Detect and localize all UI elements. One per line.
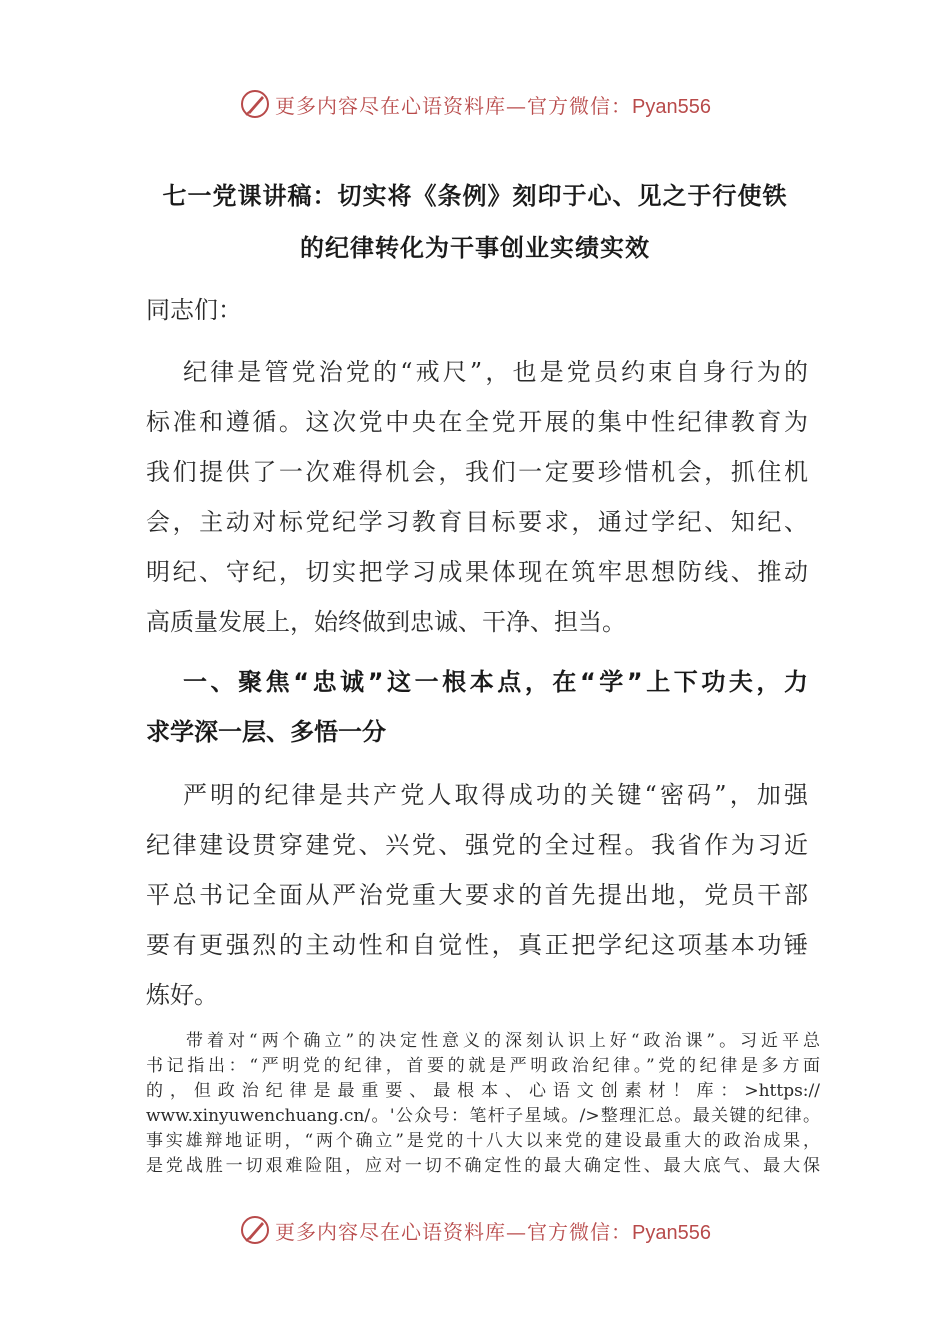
quill-logo-icon xyxy=(239,88,271,120)
paragraph-1-line: 我们提供了一次难得机会，我们一定要珍惜机会，抓住机 xyxy=(146,458,808,486)
paragraph-1-line: 标准和遵循。这次党中央在全党开展的集中性纪律教育为 xyxy=(146,408,808,436)
paragraph-3-line: 事实雄辩地证明，“两个确立”是党的十八大以来党的建设最重大的政治成果， xyxy=(146,1131,820,1151)
paragraph-1-line: 明纪、守纪，切实把学习成果体现在筑牢思想防线、推动 xyxy=(146,558,808,586)
header-banner xyxy=(0,82,950,126)
paragraph-1-line: 高质量发展上，始终做到忠诚、干净、担当。 xyxy=(146,608,626,636)
banner-label: 更多内容尽在心语资料库—官方微信：Pyan556 xyxy=(275,93,711,118)
paragraph-3-line: www.xinyuwenchuang.cn/。'公众号：笔杆子星域。/>整理汇总。最关键的纪律。 xyxy=(146,1106,820,1126)
paragraph-2-line: 平总书记全面从严治党重大要求的首先提出地，党员干部 xyxy=(146,881,808,909)
section-heading-1-line: 求学深一层、多悟一分 xyxy=(146,718,386,746)
paragraph-1-line: 纪律是管党治党的“戒尺”，也是党员约束自身行为的 xyxy=(183,358,808,386)
paragraph-2-line: 纪律建设贯穿建党、兴党、强党的全过程。我省作为习近 xyxy=(146,831,808,859)
paragraph-2-line: 要有更强烈的主动性和自觉性，真正把学纪这项基本功锤 xyxy=(146,931,808,959)
paragraph-3-line: 书记指出：“严明党的纪律，首要的就是严明政治纪律。”党的纪律是多方面 xyxy=(146,1056,820,1076)
document-title-line-2: 的纪律转化为干事创业实绩实效 xyxy=(300,234,650,262)
paragraph-3-line: 是党战胜一切艰难险阻，应对一切不确定性的最大确定性、最大底气、最大保 xyxy=(146,1156,820,1176)
paragraph-3-line: 的，但政治纪律是最重要、最根本、心语文创素材！库：>https:// xyxy=(146,1081,820,1101)
wechat-handle: Pyan556 xyxy=(632,95,711,118)
wechat-handle: Pyan556 xyxy=(632,1221,711,1244)
section-heading-1-line: 一、聚焦“忠诚”这一根本点，在“学”上下功夫，力 xyxy=(183,668,808,696)
document-title-line-1: 七一党课讲稿：切实将《条例》刻印于心、见之于行使铁 xyxy=(162,182,788,210)
paragraph-3-line: 带着对“两个确立”的决定性意义的深刻认识上好“政治课”。习近平总 xyxy=(186,1031,820,1051)
footer-banner xyxy=(0,1208,950,1252)
banner-label: 更多内容尽在心语资料库—官方微信：Pyan556 xyxy=(275,1219,711,1244)
paragraph-2-line: 严明的纪律是共产党人取得成功的关键“密码”，加强 xyxy=(183,781,808,809)
paragraph-2-line: 炼好。 xyxy=(146,981,218,1009)
paragraph-1-line: 会，主动对标党纪学习教育目标要求，通过学纪、知纪、 xyxy=(146,508,808,536)
greeting: 同志们： xyxy=(146,296,242,324)
quill-logo-icon xyxy=(239,1214,271,1246)
